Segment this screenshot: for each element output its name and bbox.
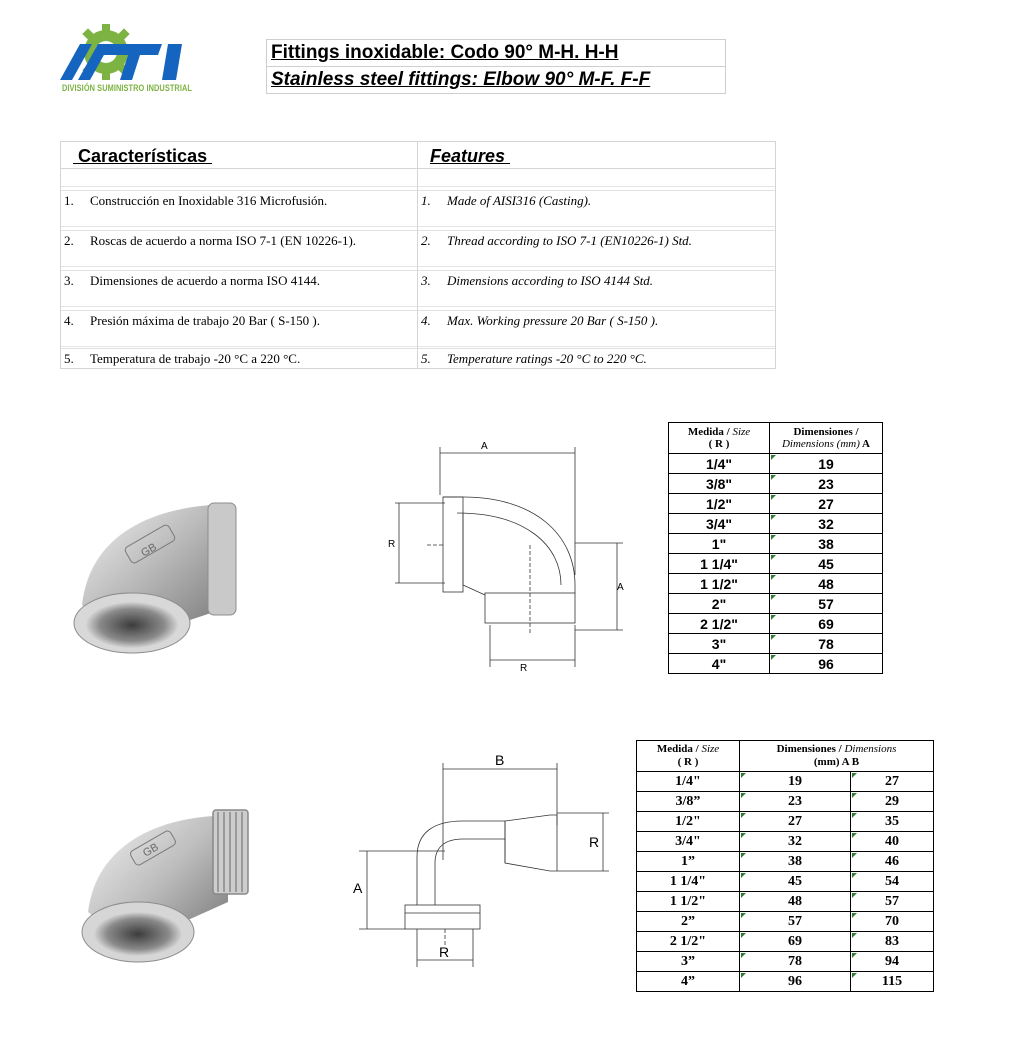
table-row bbox=[669, 514, 883, 534]
table-row bbox=[637, 892, 934, 912]
header-dimensions: Dimensiones / Dimensions (mm) A bbox=[770, 423, 883, 454]
dim-r-bottom: R bbox=[439, 944, 450, 960]
table-row bbox=[637, 972, 934, 992]
table-body bbox=[637, 772, 934, 992]
size-cell: 2 1/2" bbox=[637, 932, 740, 952]
dim-a-cell: 48 bbox=[770, 574, 883, 594]
size-cell: 3” bbox=[637, 952, 740, 972]
table-row bbox=[669, 554, 883, 574]
table-row bbox=[637, 852, 934, 872]
dim-a-cell: 45 bbox=[740, 872, 851, 892]
feature-item: 3. Dimensions according to ISO 4144 Std. bbox=[418, 270, 775, 291]
size-cell: 1 1/4" bbox=[669, 554, 770, 574]
size-cell: 2” bbox=[637, 912, 740, 932]
size-cell: 3/4" bbox=[637, 832, 740, 852]
features-column-es bbox=[60, 141, 418, 369]
table-row bbox=[637, 932, 934, 952]
dim-a-cell: 23 bbox=[740, 792, 851, 812]
logo-subtitle: DIVISIÓN SUMINISTRO INDUSTRIAL bbox=[62, 83, 192, 93]
table-row bbox=[669, 474, 883, 494]
table-row bbox=[669, 454, 883, 474]
dim-b-cell: 94 bbox=[851, 952, 934, 972]
stamp-label: GB bbox=[140, 841, 161, 860]
dim-a-cell: 19 bbox=[770, 454, 883, 474]
elbow-ff-drawing bbox=[385, 435, 630, 675]
title-en: Stainless steel fittings: Elbow 90° M-F. F-F bbox=[267, 66, 725, 93]
dim-a-cell: 32 bbox=[740, 832, 851, 852]
size-cell: 1/2" bbox=[637, 812, 740, 832]
dim-b-cell: 54 bbox=[851, 872, 934, 892]
size-cell: 2 1/2" bbox=[669, 614, 770, 634]
size-cell: 2" bbox=[669, 594, 770, 614]
dim-b-cell: 83 bbox=[851, 932, 934, 952]
size-table-ff bbox=[668, 422, 883, 674]
table-row bbox=[637, 872, 934, 892]
feature-item: 5. Temperatura de trabajo -20 °C a 220 °C. bbox=[61, 348, 417, 369]
dim-a-cell: 19 bbox=[740, 772, 851, 792]
table-row bbox=[669, 634, 883, 654]
dim-a-cell: 57 bbox=[770, 594, 883, 614]
features-table bbox=[60, 141, 776, 369]
header-size: Medida / Size ( R ) bbox=[669, 423, 770, 454]
features-heading-es: Características bbox=[61, 142, 417, 169]
thread-pattern bbox=[213, 810, 248, 894]
dim-a-cell: 27 bbox=[770, 494, 883, 514]
dim-a-top: A bbox=[481, 441, 488, 452]
dim-a-cell: 38 bbox=[740, 852, 851, 872]
table-header-row bbox=[637, 741, 934, 772]
header-size: Medida / Size ( R ) bbox=[637, 741, 740, 772]
dim-a-cell: 48 bbox=[740, 892, 851, 912]
title-box bbox=[266, 39, 726, 94]
elbow-mf-drawing bbox=[345, 745, 615, 970]
table-row bbox=[637, 812, 934, 832]
size-cell: 1/2" bbox=[669, 494, 770, 514]
size-cell: 1/4" bbox=[669, 454, 770, 474]
feature-item: 3. Dimensiones de acuerdo a norma ISO 4144. bbox=[61, 270, 417, 291]
table-row bbox=[669, 614, 883, 634]
dim-b-cell: 35 bbox=[851, 812, 934, 832]
feature-item: 2. Roscas de acuerdo a norma ISO 7-1 (EN 10226-1). bbox=[61, 230, 417, 251]
feature-item: 5. Temperature ratings -20 °C to 220 °C. bbox=[418, 348, 775, 369]
dim-a-cell: 32 bbox=[770, 514, 883, 534]
table-row bbox=[637, 792, 934, 812]
dim-b-cell: 40 bbox=[851, 832, 934, 852]
dim-a-cell: 38 bbox=[770, 534, 883, 554]
table-row bbox=[637, 952, 934, 972]
dim-b-cell: 27 bbox=[851, 772, 934, 792]
dim-b-cell: 70 bbox=[851, 912, 934, 932]
dim-b-cell: 57 bbox=[851, 892, 934, 912]
size-cell: 3/8” bbox=[637, 792, 740, 812]
dim-b-cell: 115 bbox=[851, 972, 934, 992]
dim-a-cell: 69 bbox=[770, 614, 883, 634]
size-cell: 3/8" bbox=[669, 474, 770, 494]
dim-r-left: R bbox=[388, 539, 396, 550]
table-row bbox=[669, 494, 883, 514]
size-cell: 3/4" bbox=[669, 514, 770, 534]
size-cell: 3" bbox=[669, 634, 770, 654]
elbow-ff-photo bbox=[70, 495, 240, 665]
dim-a-cell: 96 bbox=[740, 972, 851, 992]
table-row bbox=[637, 832, 934, 852]
features-heading-en: Features bbox=[418, 142, 775, 169]
table-body bbox=[669, 454, 883, 674]
feature-item: 4. Max. Working pressure 20 Bar ( S-150 ). bbox=[418, 310, 775, 331]
feature-item: 2. Thread according to ISO 7-1 (EN10226-1) Std. bbox=[418, 230, 775, 251]
dim-b: B bbox=[495, 752, 505, 768]
table-row bbox=[637, 772, 934, 792]
dim-a-cell: 27 bbox=[740, 812, 851, 832]
table-row bbox=[669, 534, 883, 554]
size-cell: 1 1/2" bbox=[637, 892, 740, 912]
size-table-mf bbox=[636, 740, 934, 992]
feature-item: 1. Construcción en Inoxidable 316 Microfusión. bbox=[61, 190, 417, 211]
dim-r-right: R bbox=[589, 834, 600, 850]
header-dimensions: Dimensiones / Dimensions (mm) A B bbox=[740, 741, 934, 772]
size-cell: 1 1/2" bbox=[669, 574, 770, 594]
dim-a-right: A bbox=[617, 582, 624, 593]
feature-item: 4. Presión máxima de trabajo 20 Bar ( S-150 ). bbox=[61, 310, 417, 331]
dim-a-cell: 78 bbox=[740, 952, 851, 972]
size-cell: 1 1/4" bbox=[637, 872, 740, 892]
size-cell: 4” bbox=[637, 972, 740, 992]
elbow-mf-photo bbox=[78, 802, 253, 972]
features-column-en bbox=[418, 141, 776, 369]
size-cell: 1” bbox=[637, 852, 740, 872]
dim-r-bottom: R bbox=[520, 663, 528, 674]
dim-a: A bbox=[353, 880, 363, 896]
dim-a-cell: 23 bbox=[770, 474, 883, 494]
dim-a-cell: 57 bbox=[740, 912, 851, 932]
dim-a-cell: 96 bbox=[770, 654, 883, 674]
dim-a-cell: 78 bbox=[770, 634, 883, 654]
stamp-label: GB bbox=[139, 541, 159, 560]
table-header-row bbox=[669, 423, 883, 454]
title-es: Fittings inoxidable: Codo 90° M-H. H-H bbox=[271, 42, 619, 63]
size-cell: 4" bbox=[669, 654, 770, 674]
table-row bbox=[669, 654, 883, 674]
dim-b-cell: 46 bbox=[851, 852, 934, 872]
size-cell: 1/4" bbox=[637, 772, 740, 792]
table-row bbox=[669, 574, 883, 594]
table-row bbox=[637, 912, 934, 932]
dim-a-cell: 69 bbox=[740, 932, 851, 952]
size-cell: 1" bbox=[669, 534, 770, 554]
table-row bbox=[669, 594, 883, 614]
dim-b-cell: 29 bbox=[851, 792, 934, 812]
dim-a-cell: 45 bbox=[770, 554, 883, 574]
feature-item: 1. Made of AISI316 (Casting). bbox=[418, 190, 775, 211]
